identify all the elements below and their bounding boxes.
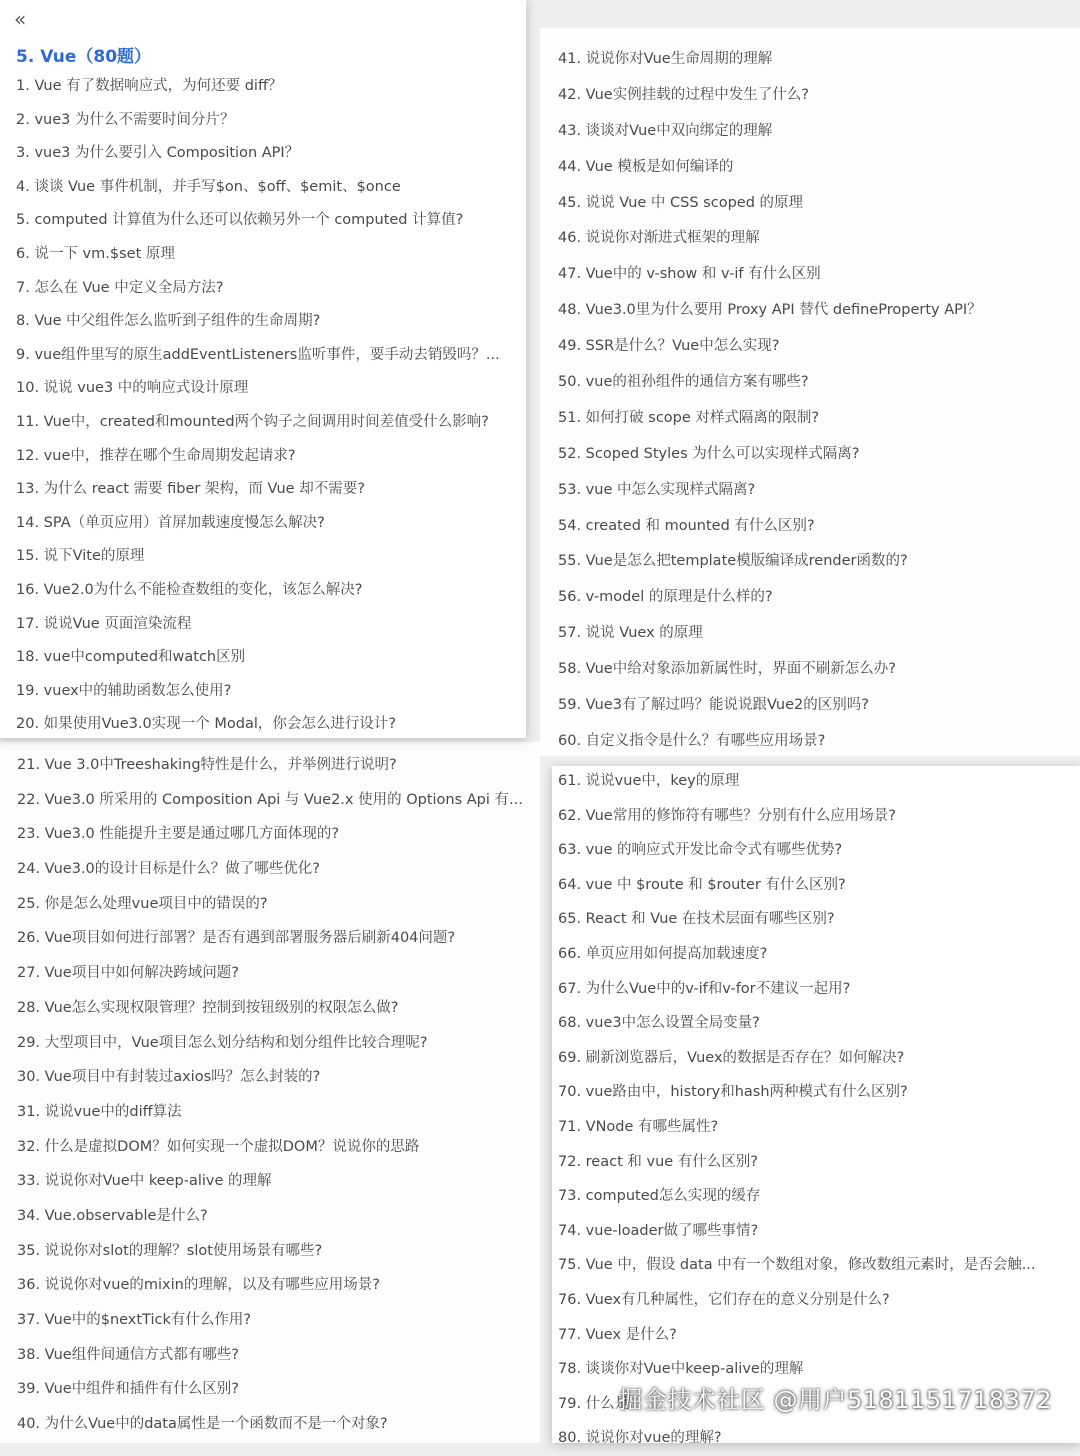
- question-item[interactable]: 55. Vue是怎么把template模版编译成render函数的?: [558, 553, 908, 570]
- question-item[interactable]: 70. vue路由中，history和hash两种模式有什么区别?: [558, 1084, 908, 1101]
- question-item[interactable]: 56. v-model 的原理是什么样的?: [558, 589, 773, 606]
- question-item[interactable]: 1. Vue 有了数据响应式，为何还要 diff？: [16, 78, 283, 94]
- double-chevron-left-icon[interactable]: «: [14, 7, 27, 31]
- question-item[interactable]: 15. 说下Vite的原理: [16, 548, 145, 565]
- question-item[interactable]: 49. SSR是什么？Vue中怎么实现?: [558, 338, 780, 355]
- question-item[interactable]: 43. 谈谈对Vue中双向绑定的理解: [558, 122, 773, 139]
- question-item[interactable]: 6. 说一下 vm.$set 原理: [16, 245, 175, 262]
- question-item[interactable]: 23. Vue3.0 性能提升主要是通过哪几方面体现的?: [17, 826, 340, 843]
- question-item[interactable]: 69. 刷新浏览器后，Vuex的数据是否存在？如何解决?: [558, 1049, 905, 1066]
- question-item[interactable]: 22. Vue3.0 所采用的 Composition Api 与 Vue2.x 使用的 Options Api 有...: [17, 791, 523, 808]
- question-item[interactable]: 29. 大型项目中，Vue项目怎么划分结构和划分组件比较合理呢?: [17, 1034, 428, 1051]
- question-item[interactable]: 58. Vue中给对象添加新属性时，界面不刷新怎么办?: [558, 661, 896, 678]
- question-item[interactable]: 72. react 和 vue 有什么区别?: [558, 1153, 758, 1170]
- question-item[interactable]: 65. React 和 Vue 在技术层面有哪些区别?: [558, 911, 835, 928]
- question-item[interactable]: 18. vue中computed和watch区别: [16, 649, 246, 666]
- question-item[interactable]: 68. vue3中怎么设置全局变量?: [558, 1015, 760, 1032]
- question-item[interactable]: 13. 为什么 react 需要 fiber 架构，而 Vue 却不需要?: [16, 481, 365, 498]
- question-item[interactable]: 42. Vue实例挂载的过程中发生了什么?: [558, 86, 809, 103]
- question-item[interactable]: 62. Vue常用的修饰符有哪些？分别有什么应用场景?: [558, 807, 896, 824]
- question-item[interactable]: 41. 说说你对Vue生命周期的理解: [558, 51, 773, 67]
- question-item[interactable]: 31. 说说vue中的diff算法: [17, 1103, 182, 1120]
- question-item[interactable]: 76. Vuex有几种属性，它们存在的意义分别是什么?: [558, 1291, 890, 1308]
- question-item[interactable]: 28. Vue怎么实现权限管理？控制到按钮级别的权限怎么做?: [17, 999, 399, 1016]
- question-item[interactable]: 5. computed 计算值为什么还可以依赖另外一个 computed 计算值?: [16, 212, 464, 229]
- question-item[interactable]: 44. Vue 模板是如何编译的: [558, 158, 734, 175]
- question-item[interactable]: 14. SPA（单页应用）首屏加载速度慢怎么解决?: [16, 514, 325, 531]
- question-item[interactable]: 35. 说说你对slot的理解？slot使用场景有哪些?: [17, 1242, 323, 1259]
- watermark: 掘金技术社区 @用户5181151718372: [618, 1386, 1052, 1414]
- question-item[interactable]: 67. 为什么Vue中的v-if和v-for不建议一起用?: [558, 980, 851, 997]
- question-item[interactable]: 59. Vue3有了解过吗？能说说跟Vue2的区别吗?: [558, 697, 869, 714]
- question-list-4: [558, 764, 1076, 1456]
- question-item[interactable]: 48. Vue3.0里为什么要用 Proxy API 替代 defineProperty API？: [558, 302, 982, 319]
- question-item[interactable]: 4. 谈谈 Vue 事件机制，并手写$on、$off、$emit、$once: [16, 178, 401, 195]
- question-item[interactable]: 10. 说说 vue3 中的响应式设计原理: [16, 380, 249, 397]
- question-item[interactable]: 47. Vue中的 v-show 和 v-if 有什么区别: [558, 266, 821, 283]
- question-item[interactable]: 38. Vue组件间通信方式都有哪些?: [17, 1346, 239, 1363]
- question-item[interactable]: 39. Vue中组件和插件有什么区别?: [17, 1381, 239, 1398]
- question-item[interactable]: 21. Vue 3.0中Treeshaking特性是什么，并举例进行说明?: [17, 757, 397, 773]
- question-item[interactable]: 12. vue中，推荐在哪个生命周期发起请求?: [16, 447, 296, 464]
- question-item[interactable]: 71. VNode 有哪些属性?: [558, 1118, 719, 1135]
- question-item[interactable]: 30. Vue项目中有封装过axios吗？怎么封装的?: [17, 1069, 321, 1086]
- question-item[interactable]: 25. 你是怎么处理vue项目中的错误的?: [17, 895, 268, 912]
- question-item[interactable]: 73. computed怎么实现的缓存: [558, 1188, 761, 1205]
- question-item[interactable]: 57. 说说 Vuex 的原理: [558, 625, 703, 642]
- question-item[interactable]: 64. vue 中 $route 和 $router 有什么区别?: [558, 876, 846, 893]
- question-item[interactable]: 77. Vuex 是什么?: [558, 1326, 677, 1343]
- question-item[interactable]: 63. vue 的响应式开发比命令式有哪些优势?: [558, 842, 843, 859]
- question-item[interactable]: 20. 如果使用Vue3.0实现一个 Modal，你会怎么进行设计?: [16, 716, 397, 733]
- question-item[interactable]: 37. Vue中的$nextTick有什么作用?: [17, 1312, 252, 1328]
- question-item[interactable]: 27. Vue项目中如何解决跨域问题?: [17, 965, 239, 982]
- question-list-1: [16, 70, 516, 742]
- question-item[interactable]: 26. Vue项目如何进行部署？是否有遇到部署服务器后刷新404问题?: [17, 930, 456, 947]
- question-item[interactable]: 16. Vue2.0为什么不能检查数组的变化，该怎么解决?: [16, 581, 363, 598]
- question-item[interactable]: 54. created 和 mounted 有什么区别?: [558, 517, 815, 534]
- question-item[interactable]: 45. 说说 Vue 中 CSS scoped 的原理: [558, 194, 804, 211]
- question-item[interactable]: 32. 什么是虚拟DOM？如何实现一个虚拟DOM？说说你的思路: [17, 1138, 420, 1155]
- question-item[interactable]: 51. 如何打破 scope 对样式隔离的限制?: [558, 409, 820, 426]
- question-item[interactable]: 9. vue组件里写的原生addEventListeners监听事件，要手动去销毁吗？...: [16, 346, 500, 363]
- question-item[interactable]: 2. vue3 为什么不需要时间分片？: [16, 111, 235, 128]
- question-item[interactable]: 40. 为什么Vue中的data属性是一个函数而不是一个对象?: [17, 1416, 388, 1433]
- question-item[interactable]: 53. vue 中怎么实现样式隔离?: [558, 481, 756, 498]
- question-item[interactable]: 19. vuex中的辅助函数怎么使用?: [16, 682, 232, 699]
- question-item[interactable]: 74. vue-loader做了哪些事情?: [558, 1222, 759, 1239]
- question-item[interactable]: 46. 说说你对渐进式框架的理解: [558, 230, 760, 247]
- question-item[interactable]: 7. 怎么在 Vue 中定义全局方法?: [16, 279, 224, 296]
- question-item[interactable]: 66. 单页应用如何提高加载速度?: [558, 945, 768, 962]
- question-item[interactable]: 8. Vue 中父组件怎么监听到子组件的生命周期?: [16, 313, 321, 330]
- section-title: 5. Vue（80题）: [16, 47, 152, 67]
- question-item[interactable]: 17. 说说Vue 页面渲染流程: [16, 615, 192, 632]
- question-item[interactable]: 11. Vue中，created和mounted两个钩子之间调用时间差值受什么影响?: [16, 413, 489, 430]
- question-item[interactable]: 52. Scoped Styles 为什么可以实现样式隔离?: [558, 445, 860, 462]
- question-item[interactable]: 61. 说说vue中，key的原理: [558, 773, 740, 789]
- question-item[interactable]: 33. 说说你对Vue中 keep-alive 的理解: [17, 1173, 272, 1190]
- question-item[interactable]: 75. Vue 中，假设 data 中有一个数组对象，修改数组元素时，是否会触...: [558, 1257, 1036, 1274]
- question-item[interactable]: 50. vue的祖孙组件的通信方案有哪些?: [558, 374, 809, 391]
- question-item[interactable]: 24. Vue3.0的设计目标是什么？做了哪些优化?: [17, 861, 320, 878]
- question-list-3: [558, 42, 1073, 760]
- question-list-2: [17, 748, 537, 1442]
- question-item[interactable]: 78. 谈谈你对Vue中keep-alive的理解: [558, 1361, 804, 1378]
- question-item[interactable]: 3. vue3 为什么要引入 Composition API？: [16, 145, 300, 162]
- question-item[interactable]: 36. 说说你对vue的mixin的理解，以及有哪些应用场景?: [17, 1277, 381, 1294]
- question-item[interactable]: 79. 什么是: [558, 1395, 630, 1412]
- question-item[interactable]: 80. 说说你对vue的理解?: [558, 1430, 722, 1447]
- question-item[interactable]: 34. Vue.observable是什么?: [17, 1207, 208, 1224]
- question-item[interactable]: 60. 自定义指令是什么？有哪些应用场景?: [558, 732, 826, 749]
